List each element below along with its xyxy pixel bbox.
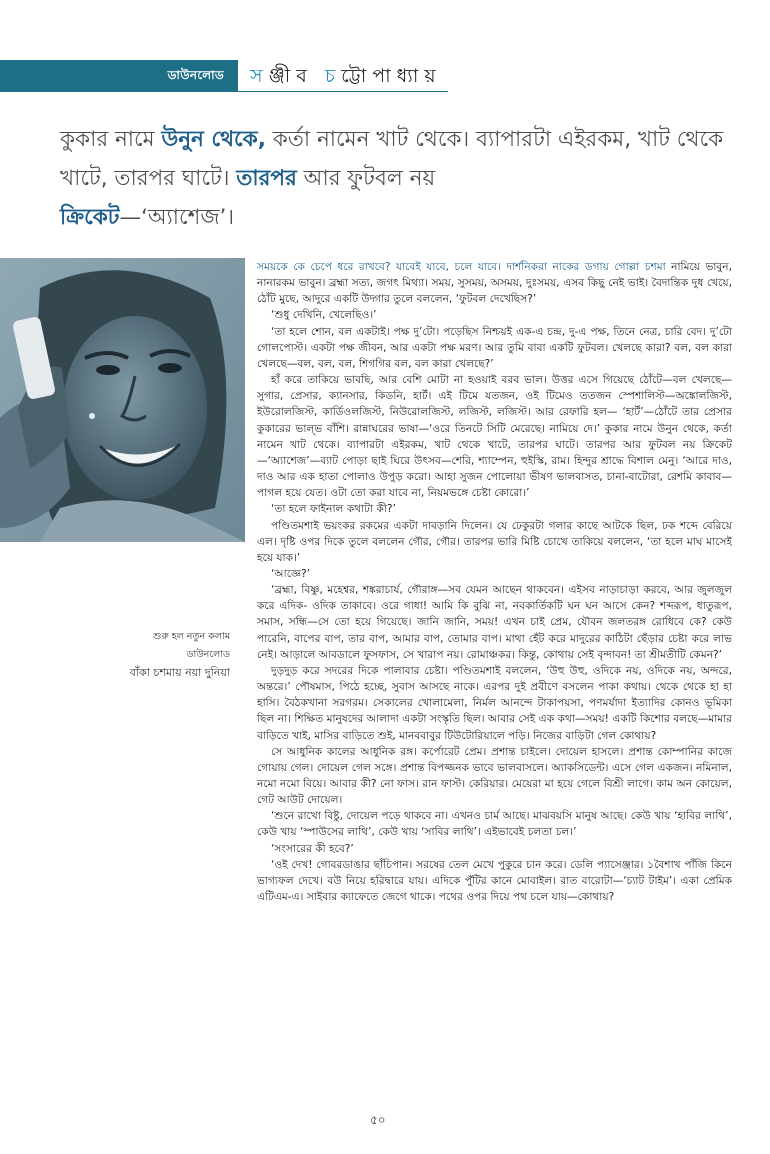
caption-title: বাঁকা চশমায় নয়া দুনিয়া <box>129 666 230 679</box>
author-first-initial: স <box>250 65 269 87</box>
paragraph: ‘ওই দেখ! গোবরডাঙার ছাঁচিপান। সরষের তেল মেখে পুকুরে চান করে। ডেলি প্যাসেঞ্জার। ১বৈশাখ পাঁজি কিনে ভাগ্যফল দেখে। বউ নিয়ে হরিদ্বারে যায়। এদিকে পুঁটির কানে মোবাইল। রাত বারোটা—‘চ্যাট টাইম’। একা প্রেমিক এটিএম-এ। সাইবার ক্যাফেতে জেগে থাকে। পথের ওপর দিয়ে পথ চলে যায়—কোথায়? <box>257 858 732 904</box>
paragraph: ‘শুধু দেখিনি, খেলেছিও।’ <box>271 309 377 322</box>
paragraph: দুড়দুড় করে সদরের দিকে পালাবার চেষ্টা। পণ্ডিতমশাই বললেন, ‘উহু উহু, ওদিকে নয়, ওদিকে নয়, অন্দরে, অন্তরে।’ পৌষমাস, পিঠে হচ্ছে, সুবাস আসছে নাকে। এরপর দুই প্রবীণে বসলেন পাকা কথায়। থেকে থেকে হা হা হাসি। বৈঠকখানা সরগরম। সেকালের খোলামেলা, নির্মল আনন্দে টাকাপয়সা, পণমর্যাদা ইত্যাদির কোনও ভূমিকা ছিল না। শিক্ষিত মানুষদের আলাদা একটা সংস্কৃতি ছিল। আবার সেই এক কথা—সময়! একটি কিশোর বলছে—মামার বাড়িতে খাই, মাসির বাড়িতে শুই, মানববাবুর টিউটোরিয়ালে পড়ি। নিজের বাড়িটা গেল কোথায়? <box>257 664 732 742</box>
section-tab <box>0 60 238 92</box>
lede-text-2: কর্তা নামেন খাট থেকে। ব্যাপারটা এইরকম, খাট থেকে খাটে, তারপর ঘাটে। <box>60 127 724 191</box>
paragraph: হাঁ করে তাকিয়ে ভাবছি, আর বেশি মোটা না হওয়াই বরব ভাল। উত্তর এসে গিয়েছে ঠোঁটে—বল খেলছে—সুগার, প্রেসার, ক্যানসার, কিডনি, হার্ট। এই টিমে যতজন, ওই টিমেও ততজন স্পেশালিস্ট—অঙ্কোলজিস্ট, ইউরোলজিস্ট, কার্ডিওলজিস্ট, নিউরোলজিস্ট, লজিস্ট, লজিস্ট। আর রেফারি হল— ‘হার্ট’—ঠোঁটে তার প্রেসার কুকারের ভাল্ভ বাঁশি। রান্নাঘরের ভাষা—‘ওরে তিনটে সিটি মেরেছে। নামিয়ে দে।’ কুকার নামে উনুন থেকে, কর্তা নামেন খাট থেকে। ব্যাপারটা এইরকম, খাট থেকে খাটে, তারপর ঘাটে। তারপর আর ফুটবল নয় ক্রিকেট—‘অ্যাশেজ’—ব্যাট পোড়া ছাই ঘিরে উৎসব—শেরি, শ্যাম্পেন, হুইস্কি, রাম। হিন্দুর শ্রাদ্ধে বিশাল মেনু। ‘আরে দাও, দাও আর এক হাতা পোলাও উপুড় করো। আহা সুজন পোলোয়া ভীষণ ভালবাসত, চানা-বাটোরা, রেশমি কাবাব—পাগল হয়ে যেত। ওটা তো করা যাবে না, নিয়মভঙ্গে চেষ্টা কোরো।’ <box>257 374 732 500</box>
photo-caption <box>120 628 230 682</box>
paragraph: ‘শুনে রাখো বিষ্টু, দোয়েল পড়ে থাকবে না। এখনও চার্ম আছে। মাঝবয়সি মানুষ আছে। কেউ খায় ‘হাবির লাথি’, কেউ খায় ‘স্পাউসের লাথি’, কেউ খায় ‘সাবির লাথি’। এইভাবেই চলতা চল।’ <box>257 810 732 839</box>
lede-text-4: —‘অ্যাশেজ’। <box>119 205 235 230</box>
standfirst <box>60 120 740 237</box>
caption-line-2: ডাউনলোড <box>186 649 230 660</box>
paragraph: ‘তা হলে ফাইনাল কথাটা কী?’ <box>271 503 396 516</box>
author-first-rest: ঞ্জীব <box>268 65 313 87</box>
article-body <box>257 259 732 905</box>
author-last-rest: ট্টোপাধ্যায় <box>341 65 442 87</box>
opening-line: সময়কে কে চেপে ধরে রাখবে? যাবেই যাবে, চলে যাবে। দার্শনিকরা নাকের ডগায় গোল্লা চশমা <box>257 261 666 273</box>
paragraph: ‘ব্রহ্মা, বিষ্ণু, মহেশ্বর, শঙ্করাচার্য, গৌরাঙ্গ—সব যেমন আছেন থাকবেন। এইসব নাড়াচাড়া করবে, আর জুলজুল করে এদিক- ওদিক তাকাবে। ওরে গাধা! আমি কি বুঝি না, নবকার্তিকটি ঘন ঘন আসে কেন? শব্দরূপ, ধাতুরূপ, সমাস, সন্ধি—সে তো হয়ে গিয়েছে। জানি জানি, সময়! এখন চাই প্রেম, যৌবন জলতরঙ্গ রোধিবে কে? কেউ পারেনি, বাপের বাপ, তার বাপ, আমার বাপ, তোমার বাপ। মাথা হেঁট করে মাদুরের কাঠিটা ছেঁড়ার চেষ্টা করে লাভ নেই। আড়ালে আবডালে ফুসফাস, সে খারাপ নয়। রোমাঞ্চকর। কিন্তু, কোথায় সেই বৃন্দাবন! তা শ্রীমতীটি কেমন?’ <box>257 584 732 661</box>
paragraph: পণ্ডিতমশাই ভয়ংকর রকমের একটা দাবড়ানি দিলেন। যে ঢেকুরটা গলার কাছে আটকে ছিল, ঢক শব্দে বেরিয়ে এল। দৃষ্টি ওপর দিকে তুলে বললেন গৌর, গৌর। তারপর ভারি মিষ্টি চোখে তাকিয়ে বললেন, ‘তা হলে মাঘ মাসেই হয়ে যাক।’ <box>257 519 732 564</box>
section-label: ডাউনলোড <box>167 68 224 82</box>
caption-line-1: শুরু হল নতুন কলাম <box>153 631 230 642</box>
paragraph: ‘সংসারের কী হবে?’ <box>271 842 354 855</box>
page-number: ৫০ <box>370 1113 386 1127</box>
author-name <box>250 62 442 94</box>
paragraph <box>257 259 732 307</box>
lede-highlight-3: ক্রিকেট <box>60 205 120 230</box>
paragraph: ‘তা হলে শোন, বল একটাই। পক্ষ দু’টো। পড়েছিস নিশ্চয়ই এক-এ চন্দ্র, দু-এ পক্ষ, তিনে নেত্র, চারি বেদ। দু’টো গোলপোস্ট। একটা পক্ষ জীবন, আর একটা পক্ষ মরণ। আর তুমি বাবা একটি ফুটবল। খেলছে কারা? বল, বল কারা খেলছে—বল, বল, বল, শিগগির বল, বল কারা খেলছে?’ <box>257 325 732 370</box>
header-band <box>0 60 770 92</box>
lede-highlight-2: তারপর <box>236 166 297 191</box>
paragraph-text: নামিয়ে ভাবুন, নানারকম ভাবুন। ব্রহ্মা সত্য, জগৎ মিথ্যা। সময়, সুসময়, অসময়, দুঃসময়, এসব কিছু নেই ভাই। বৈদান্তিক দুধ খেয়ে, ঠোঁট মুছে, আদুরে একটি উদ্গার তুলে বললেন, ‘ফুটবল দেখেছিস?’ <box>257 261 732 306</box>
paragraph: সে আধুনিক কালের আধুনিক রঙ্গ। কর্পোরেট প্রেম। প্রশান্ত চাইলে। দোয়েল হাসলে। প্রশান্ত কোম্পানির কাজে গোয়ায় গেল। দোয়েল গেল সঙ্গে। প্রশান্ত বিপজ্জনক ভাবে ভালবাসলে। অ্যাকসিডেন্ট। এসে গেল একজন। নমিনাল, নমো নমো বিয়ে। আবার কী? নো ফাস। রান ফাস্ট। কেরিয়ার। মেয়েরা মা হয়ে গেলে বিশ্রী লাগে। কাম অন কোয়েল, গেট আউট দোয়েল। <box>257 745 732 807</box>
woman-on-phone-photo <box>0 258 245 542</box>
lede-text-1: কুকার নামে <box>60 127 162 152</box>
author-last-initial: চ <box>324 65 342 87</box>
paragraph: ‘আজ্ঞে?’ <box>271 567 311 580</box>
lede-text-3: আর ফুটবল নয় <box>296 166 436 191</box>
lede-highlight-1: উনুন থেকে, <box>161 127 266 152</box>
